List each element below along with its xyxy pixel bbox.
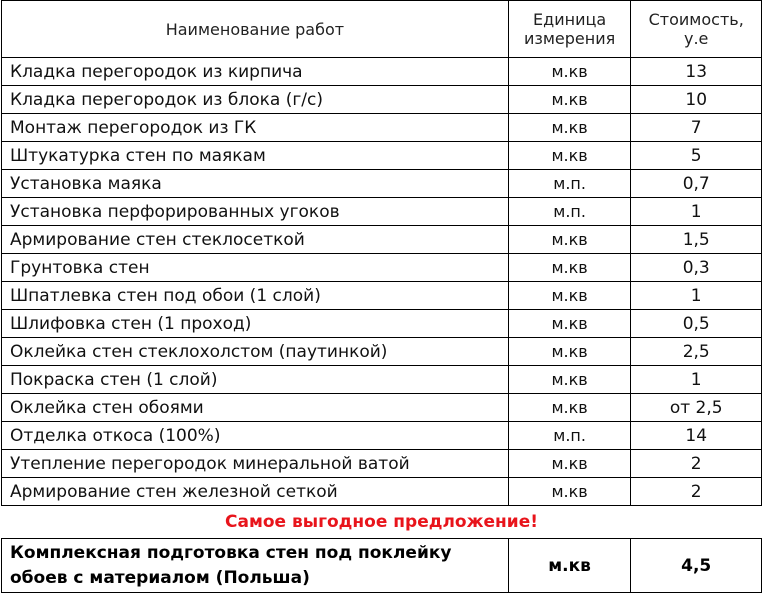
row-cost: 14 [631, 422, 762, 450]
row-name: Кладка перегородок из блока (г/с) [2, 86, 509, 114]
header-cost: Стоимость, у.е [631, 1, 762, 58]
row-name: Установка перфорированных угоков [2, 198, 509, 226]
price-table [1, 0, 762, 593]
row-unit: м.кв [508, 114, 631, 142]
row-unit: м.п. [508, 170, 631, 198]
table-row [2, 310, 762, 338]
table-row [2, 114, 762, 142]
row-unit: м.кв [508, 226, 631, 254]
row-cost: 0,3 [631, 254, 762, 282]
row-name: Армирование стен стеклосеткой [2, 226, 509, 254]
table-row [2, 142, 762, 170]
row-unit: м.кв [508, 478, 631, 506]
row-cost: от 2,5 [631, 394, 762, 422]
row-name: Монтаж перегородок из ГК [2, 114, 509, 142]
row-unit: м.кв [508, 394, 631, 422]
row-name: Армирование стен железной сеткой [2, 478, 509, 506]
row-name: Грунтовка стен [2, 254, 509, 282]
row-cost: 2 [631, 450, 762, 478]
row-cost: 1 [631, 366, 762, 394]
row-cost: 0,5 [631, 310, 762, 338]
row-unit: м.кв [508, 366, 631, 394]
table-row [2, 170, 762, 198]
table-row [2, 478, 762, 506]
table-row [2, 394, 762, 422]
table-row [2, 282, 762, 310]
row-name: Штукатурка стен по маякам [2, 142, 509, 170]
row-cost: 1 [631, 198, 762, 226]
offer-name: Комплексная подготовка стен под поклейку обоев с материалом (Польша) [2, 539, 509, 593]
row-name: Шлифовка стен (1 проход) [2, 310, 509, 338]
row-unit: м.кв [508, 86, 631, 114]
row-name: Оклейка стен обоями [2, 394, 509, 422]
row-unit: м.кв [508, 450, 631, 478]
row-name: Кладка перегородок из кирпича [2, 58, 509, 86]
row-cost: 10 [631, 86, 762, 114]
table-row [2, 422, 762, 450]
row-cost: 13 [631, 58, 762, 86]
promo-text: Самое выгодное предложение! [2, 506, 762, 539]
table-row [2, 450, 762, 478]
row-cost: 1 [631, 282, 762, 310]
row-unit: м.кв [508, 58, 631, 86]
table-row [2, 198, 762, 226]
row-name: Установка маяка [2, 170, 509, 198]
row-unit: м.кв [508, 142, 631, 170]
table-row [2, 338, 762, 366]
row-name: Шпатлевка стен под обои (1 слой) [2, 282, 509, 310]
table-row [2, 58, 762, 86]
table-row [2, 86, 762, 114]
header-unit: Единица измерения [508, 1, 631, 58]
row-unit: м.п. [508, 198, 631, 226]
row-cost: 7 [631, 114, 762, 142]
row-unit: м.кв [508, 338, 631, 366]
table-row [2, 366, 762, 394]
table-row [2, 254, 762, 282]
promo-row [2, 506, 762, 539]
row-name: Оклейка стен стеклохолстом (паутинкой) [2, 338, 509, 366]
row-unit: м.кв [508, 254, 631, 282]
row-name: Отделка откоса (100%) [2, 422, 509, 450]
row-unit: м.п. [508, 422, 631, 450]
table-header [2, 1, 762, 58]
offer-row [2, 539, 762, 593]
row-name: Утепление перегородок минеральной ватой [2, 450, 509, 478]
offer-unit: м.кв [508, 539, 631, 593]
row-cost: 1,5 [631, 226, 762, 254]
offer-cost: 4,5 [631, 539, 762, 593]
row-cost: 0,7 [631, 170, 762, 198]
table-row [2, 226, 762, 254]
row-cost: 5 [631, 142, 762, 170]
row-name: Покраска стен (1 слой) [2, 366, 509, 394]
header-name: Наименование работ [2, 1, 509, 58]
row-unit: м.кв [508, 282, 631, 310]
row-unit: м.кв [508, 310, 631, 338]
row-cost: 2 [631, 478, 762, 506]
row-cost: 2,5 [631, 338, 762, 366]
